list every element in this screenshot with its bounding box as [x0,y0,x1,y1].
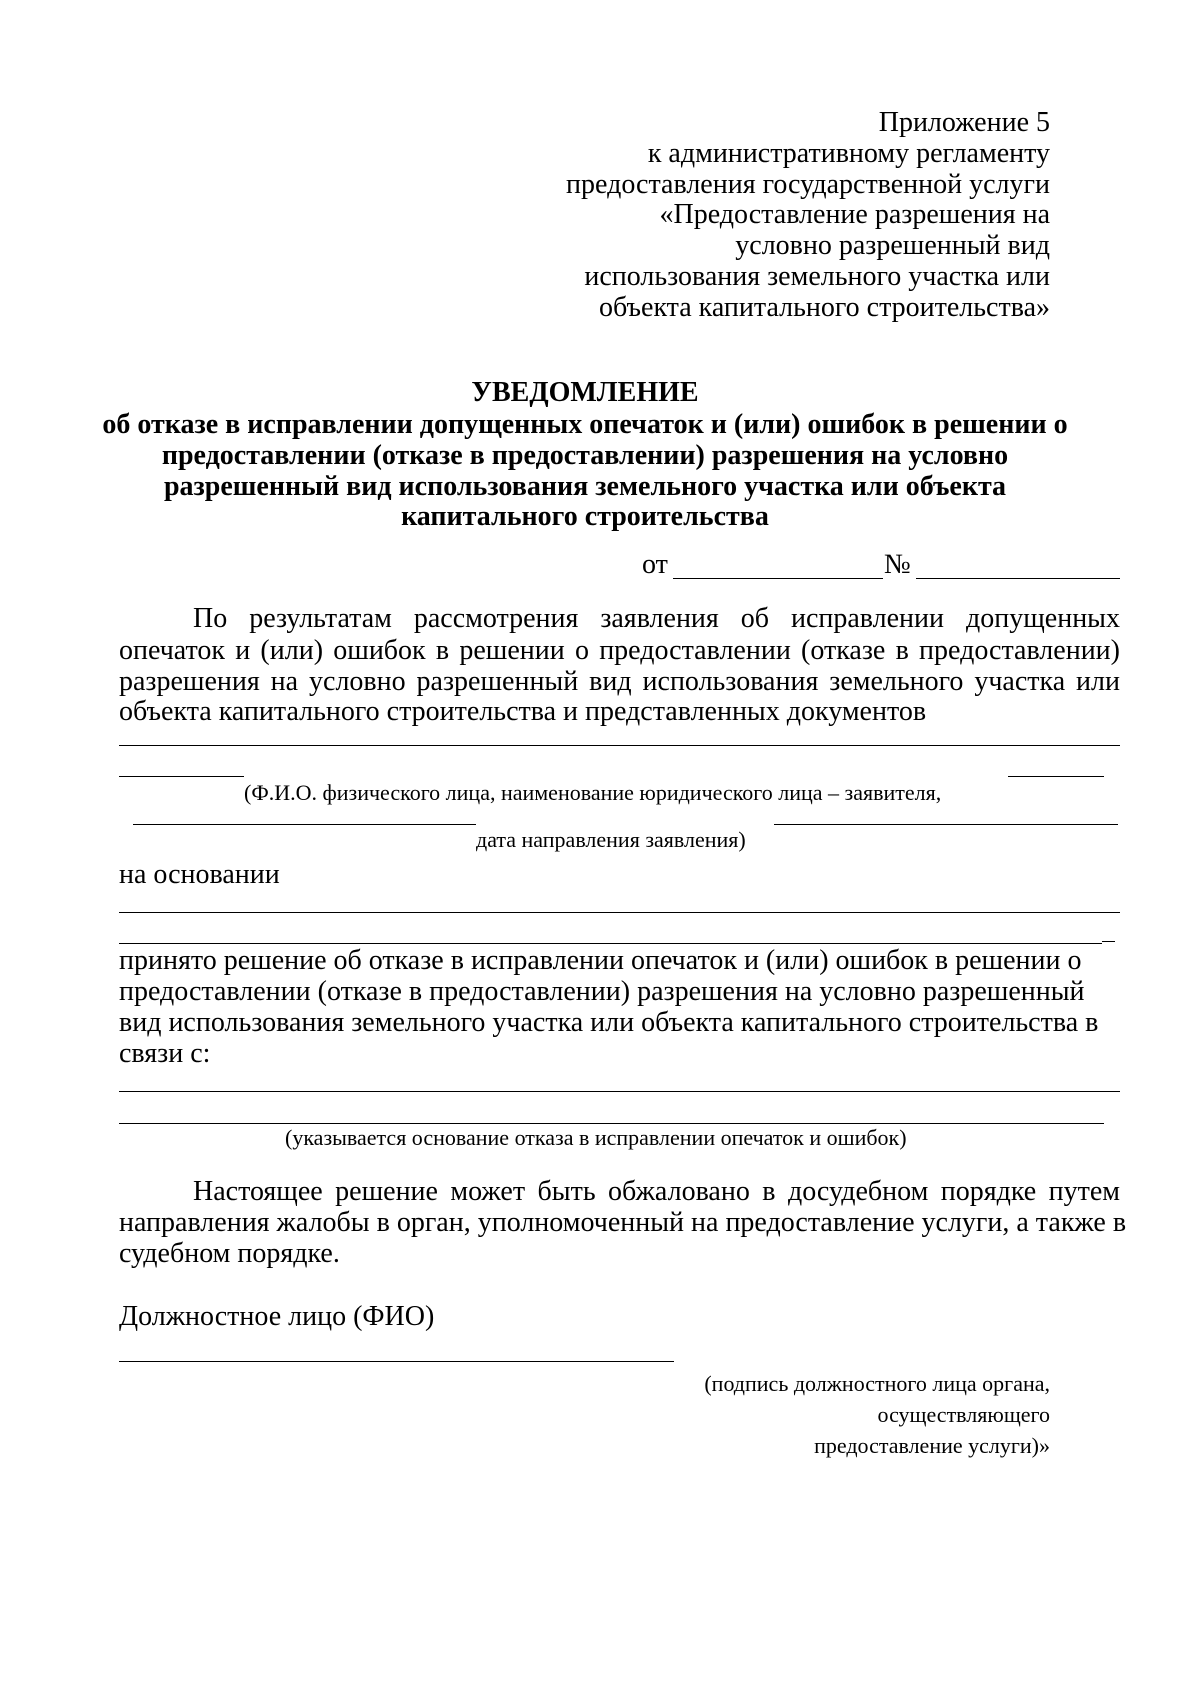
date-blank-line [673,578,883,579]
signature-caption-line: осуществляющего [877,1402,1050,1427]
paragraph-line: связи с: [119,1038,211,1069]
appendix-line: объекта капитального строительства» [598,292,1050,323]
appendix-line: «Предоставление разрешения на [659,199,1050,230]
number-label: № [884,549,911,580]
applicant-blank-line [1008,776,1104,777]
paragraph-line: судебном порядке. [119,1238,340,1269]
signature-blank-line [119,1361,674,1362]
reason-caption: (указывается основание отказа в исправлении опечаток и ошибок) [285,1125,907,1150]
appendix-line: к административному регламенту [647,138,1050,169]
applicant-blank-line [119,745,1120,746]
appendix-line: условно разрешенный вид [735,230,1050,261]
basis-blank-line-end [1102,941,1115,942]
document-subtitle-line: об отказе в исправлении допущенных опечаток и (или) ошибок в решении о [102,409,1068,440]
document-title: УВЕДОМЛЕНИЕ [471,377,699,408]
basis-blank-line [119,912,1120,913]
paragraph-line: вид использования земельного участка или объекта капитального строительства в [119,1007,1099,1038]
paragraph-line: По результатам рассмотрения заявления об исправлении допущенных [193,603,1120,634]
appendix-line: использования земельного участка или [584,261,1050,292]
paragraph-line: опечаток и (или) ошибок в решении о предоставлении (отказе в предоставлении) [119,635,1120,666]
date-label: от [642,549,668,580]
official-label: Должностное лицо (ФИО) [119,1301,435,1332]
document-subtitle-line: предоставлении (отказе в предоставлении) разрешения на условно [161,440,1009,471]
applicant-caption: (Ф.И.О. физического лица, наименование юридического лица – заявителя, [244,780,942,805]
paragraph-line: Настоящее решение может быть обжаловано в досудебном порядке путем [193,1176,1120,1207]
applicant-blank-line [119,776,244,777]
reason-blank-line [119,1091,1120,1092]
document-subtitle-line: разрешенный вид использования земельного участка или объекта [163,471,1007,502]
paragraph-line: предоставлении (отказе в предоставлении) разрешения на условно разрешенный [119,976,1085,1007]
paragraph-line: направления жалобы в орган, уполномоченный на предоставление услуги, а также в [119,1207,1127,1238]
signature-caption-line: предоставление услуги)» [814,1433,1050,1458]
signature-caption-line: (подпись должностного лица органа, [704,1371,1050,1396]
number-blank-line [916,578,1120,579]
document-subtitle-line: капитального строительства [401,501,769,532]
appendix-line: Приложение 5 [878,107,1050,138]
applicant-blank-line [133,824,476,825]
appendix-line: предоставления государственной услуги [566,169,1050,200]
basis-label: на основании [119,859,280,890]
applicant-blank-line [774,824,1118,825]
application-date-caption: дата направления заявления) [476,827,746,852]
paragraph-line: принято решение об отказе в исправлении опечаток и (или) ошибок в решении о [119,945,1082,976]
paragraph-line: разрешения на условно разрешенный вид использования земельного участка или [119,666,1120,697]
paragraph-line: объекта капитального строительства и представленных документов [119,696,927,727]
